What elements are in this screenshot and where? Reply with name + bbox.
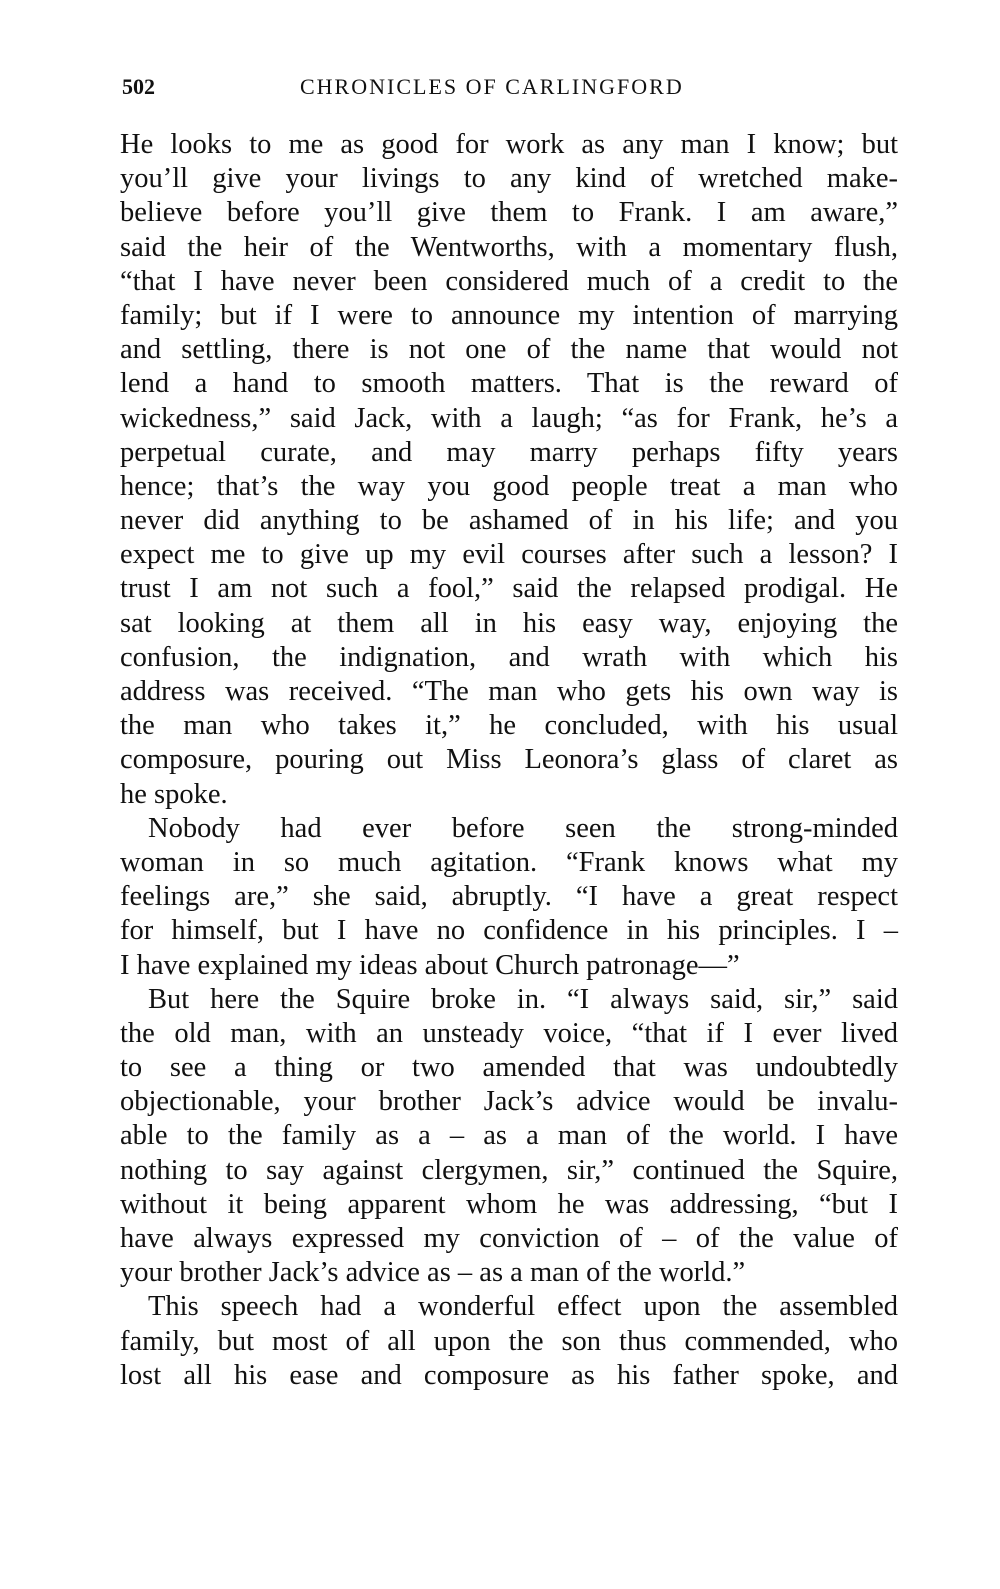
page-header [122, 74, 902, 104]
text-line: expect me to give up my evil courses after such a lesson? I [120, 539, 898, 571]
text-line: the old man, with an unsteady voice, “that if I ever lived [120, 1017, 898, 1049]
text-line: he spoke. [120, 778, 228, 810]
text-line: hence; that’s the way you good people treat a man who [120, 470, 898, 502]
text-line: able to the family as a – as a man of the world. I have [120, 1120, 898, 1152]
page-number: 502 [122, 74, 155, 99]
text-line: for himself, but I have no confidence in his principles. I – [120, 915, 898, 947]
text-line: lost all his ease and composure as his father spoke, and [120, 1359, 898, 1391]
text-line: Nobody had ever before seen the strong-minded [148, 812, 898, 844]
text-line: “that I have never been considered much of a credit to the [120, 265, 898, 297]
text-line: objectionable, your brother Jack’s advice would be invalu- [120, 1086, 898, 1118]
text-line: woman in so much agitation. “Frank knows what my [120, 846, 898, 878]
text-line: This speech had a wonderful effect upon the assembled [148, 1291, 898, 1323]
text-line: family; but if I were to announce my intention of marrying [120, 299, 898, 331]
text-line: wickedness,” said Jack, with a laugh; “as for Frank, he’s a [120, 402, 898, 434]
text-line: the man who takes it,” he concluded, with his usual [120, 710, 898, 742]
text-line: confusion, the indignation, and wrath with which his [120, 641, 898, 673]
text-line: perpetual curate, and may marry perhaps fifty years [120, 436, 898, 468]
body-text [120, 128, 898, 1393]
text-line: have always expressed my conviction of – of the value of [120, 1223, 898, 1254]
text-line: trust I am not such a fool,” said the relapsed prodigal. He [120, 573, 898, 605]
text-line: nothing to say against clergymen, sir,” continued the Squire, [120, 1154, 898, 1186]
text-line: address was received. “The man who gets his own way is [120, 676, 898, 707]
text-line: to see a thing or two amended that was undoubtedly [120, 1052, 898, 1084]
text-line: said the heir of the Wentworths, with a momentary flush, [120, 231, 898, 263]
text-line: never did anything to be ashamed of in his life; and you [120, 505, 898, 537]
text-line: family, but most of all upon the son thus commended, who [120, 1325, 898, 1357]
text-line: He looks to me as good for work as any man I know; but [120, 129, 898, 160]
text-line: and settling, there is not one of the name that would not [120, 334, 898, 366]
text-line: composure, pouring out Miss Leonora’s glass of claret as [120, 744, 898, 776]
text-line: you’ll give your livings to any kind of wretched make- [120, 163, 898, 195]
text-line: believe before you’ll give them to Frank. I am aware,” [120, 197, 898, 229]
text-line: feelings are,” she said, abruptly. “I have a great respect [120, 881, 898, 913]
text-line: without it being apparent whom he was addressing, “but I [120, 1188, 898, 1220]
text-line: sat looking at them all in his easy way, enjoying the [120, 607, 898, 639]
text-line: But here the Squire broke in. “I always said, sir,” said [148, 983, 898, 1015]
running-head: CHRONICLES OF CARLINGFORD [300, 74, 684, 99]
text-line: lend a hand to smooth matters. That is the reward of [120, 368, 898, 400]
text-line: your brother Jack’s advice as – as a man of the world.” [120, 1257, 746, 1289]
text-line: I have explained my ideas about Church patronage—” [120, 949, 740, 981]
